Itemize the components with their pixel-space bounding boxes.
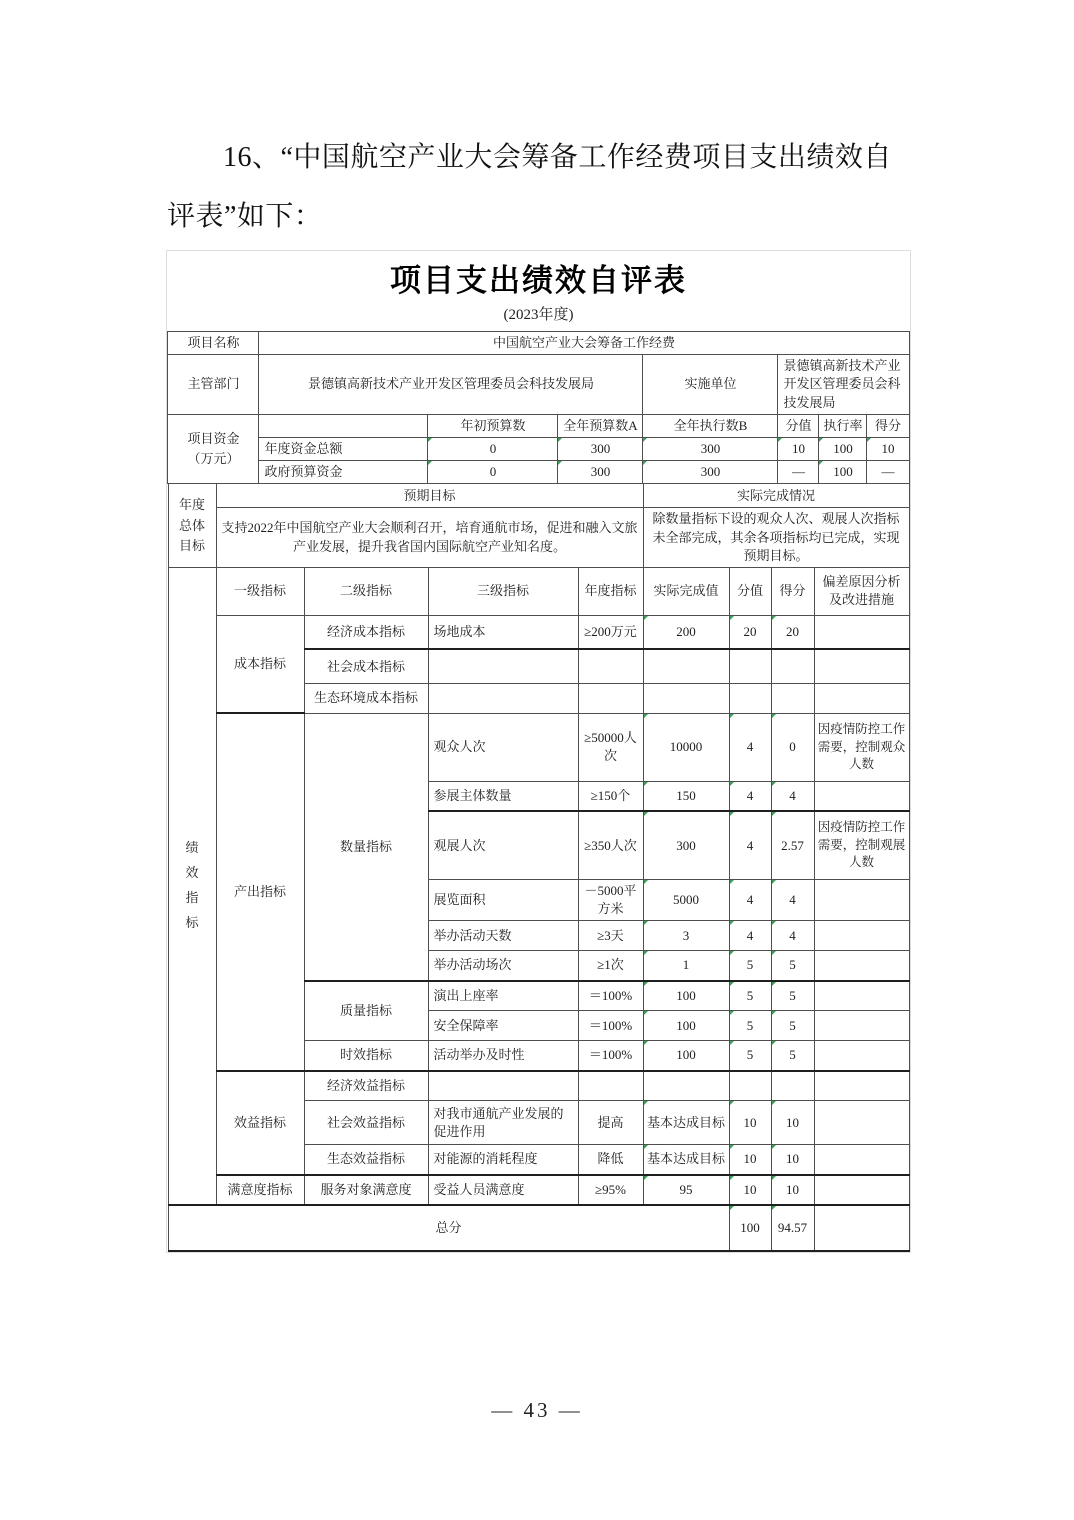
expected-goal-header: 预期目标 — [216, 484, 643, 508]
annual-goal-label: 年度总体目标 — [168, 484, 216, 568]
table-title: 项目支出绩效自评表 — [390, 263, 687, 298]
perf-header: 三级指标 — [428, 567, 578, 615]
level2-indicator: 时效指标 — [304, 1041, 428, 1071]
perf-header: 年度指标 — [578, 567, 643, 615]
annual-target: 降低 — [578, 1145, 643, 1175]
annual-target: ≥95% — [578, 1175, 643, 1205]
score-value: 4 — [729, 713, 771, 781]
level3-indicator: 举办活动天数 — [428, 921, 578, 951]
level3-indicator — [428, 1071, 578, 1101]
score-value — [729, 1071, 771, 1101]
table-subtitle: (2023年度) — [503, 307, 574, 323]
total-label: 总分 — [168, 1205, 729, 1251]
score-value — [729, 649, 771, 683]
got-value: 5 — [771, 981, 814, 1011]
project-info-table — [167, 331, 909, 484]
level3-indicator: 对我市通航产业发展的促进作用 — [428, 1101, 578, 1145]
deviation-note — [814, 1175, 909, 1205]
level2-indicator: 经济效益指标 — [304, 1071, 428, 1101]
got-value: 5 — [771, 1041, 814, 1071]
perf-header: 实际完成值 — [643, 567, 729, 615]
got-value: 4 — [771, 781, 814, 811]
level2-indicator: 社会效益指标 — [304, 1101, 428, 1145]
intro-paragraph: 16、“中国航空产业大会筹备工作经费项目支出绩效自评表”如下： — [167, 142, 892, 233]
actual-value: 100 — [643, 1041, 729, 1071]
annual-target: ＝100% — [578, 1011, 643, 1041]
perf-header: 分值 — [729, 567, 771, 615]
actual-value — [643, 1071, 729, 1101]
annual-target — [578, 683, 643, 713]
score-value: 10 — [729, 1145, 771, 1175]
annual-target — [578, 1071, 643, 1101]
level3-indicator — [428, 683, 578, 713]
funds-header: 得分 — [867, 414, 909, 437]
level1-indicator: 效益指标 — [216, 1071, 304, 1175]
got-value — [771, 1071, 814, 1101]
level3-indicator: 观展人次 — [428, 811, 578, 879]
page-number: — 43 — — [491, 1398, 583, 1422]
table-row — [168, 713, 909, 781]
score-value: 10 — [729, 1175, 771, 1205]
expected-goal-text: 支持2022年中国航空产业大会顺利召开，培育通航市场，促进和融入文旅产业发展，提升我省国内国际航空产业知名度。 — [216, 508, 643, 568]
got-value — [771, 683, 814, 713]
cell-value: 0 — [428, 437, 558, 460]
deviation-note — [814, 921, 909, 951]
deviation-note — [814, 649, 909, 683]
annual-target: ≥150个 — [578, 781, 643, 811]
got-value: 2.57 — [771, 811, 814, 879]
deviation-note: 因疫情防控工作需要，控制观众人数 — [814, 713, 909, 781]
annual-target: ≥1次 — [578, 951, 643, 981]
deviation-note — [814, 1101, 909, 1145]
deviation-note — [814, 951, 909, 981]
deviation-note — [814, 1145, 909, 1175]
got-value: 10 — [771, 1145, 814, 1175]
level3-indicator: 展览面积 — [428, 879, 578, 920]
annual-target — [578, 649, 643, 683]
score-value: 5 — [729, 1041, 771, 1071]
cell-value: — — [778, 461, 819, 484]
actual-value: 基本达成目标 — [643, 1101, 729, 1145]
got-value: 4 — [771, 879, 814, 920]
dept-label: 主管部门 — [168, 355, 259, 415]
funds-header: 分值 — [778, 414, 819, 437]
funds-label: 项目资金（万元） — [168, 414, 259, 484]
score-value: 4 — [729, 921, 771, 951]
actual-value: 3 — [643, 921, 729, 951]
perf-header: 二级指标 — [304, 567, 428, 615]
actual-value — [643, 683, 729, 713]
cell-value: 300 — [643, 461, 778, 484]
table-row — [168, 414, 909, 437]
cell-value: 10 — [867, 437, 909, 460]
table-row — [168, 355, 909, 415]
deviation-note — [814, 1011, 909, 1041]
level2-indicator: 数量指标 — [304, 713, 428, 980]
cell-value: 100 — [819, 437, 867, 460]
deviation-note — [814, 683, 909, 713]
deviation-note: 因疫情防控工作需要，控制观展人数 — [814, 811, 909, 879]
actual-value: 100 — [643, 981, 729, 1011]
total-score: 100 — [729, 1205, 771, 1251]
level2-indicator: 社会成本指标 — [304, 649, 428, 683]
funds-header: 全年预算数A — [558, 414, 643, 437]
level1-indicator: 成本指标 — [216, 615, 304, 713]
actual-done-header: 实际完成情况 — [643, 484, 909, 508]
cell-value: 300 — [558, 461, 643, 484]
level1-indicator: 满意度指标 — [216, 1175, 304, 1205]
cell-value: 0 — [428, 461, 558, 484]
table-row — [168, 484, 909, 508]
got-value: 5 — [771, 951, 814, 981]
funds-row-label: 政府预算资金 — [259, 461, 428, 484]
got-value: 10 — [771, 1101, 814, 1145]
level3-indicator: 观众人次 — [428, 713, 578, 781]
cell-empty — [814, 1205, 909, 1251]
annual-target: ＝100% — [578, 981, 643, 1011]
actual-value — [643, 649, 729, 683]
table-row — [168, 1175, 909, 1205]
actual-value: 95 — [643, 1175, 729, 1205]
project-name-label: 项目名称 — [168, 332, 259, 355]
score-value: 5 — [729, 1011, 771, 1041]
total-got: 94.57 — [771, 1205, 814, 1251]
table-row — [168, 437, 909, 460]
annual-target: ＝100% — [578, 1041, 643, 1071]
cell-empty — [259, 414, 428, 437]
annual-target: ≥350人次 — [578, 811, 643, 879]
level2-indicator: 质量指标 — [304, 981, 428, 1041]
level3-indicator: 活动举办及时性 — [428, 1041, 578, 1071]
deviation-note — [814, 1071, 909, 1101]
cell-value: 300 — [643, 437, 778, 460]
perf-label: 绩效指标 — [168, 567, 216, 1204]
got-value: 4 — [771, 921, 814, 951]
annual-target: －5000平方米 — [578, 879, 643, 920]
cell-value: 100 — [819, 461, 867, 484]
level3-indicator: 演出上座率 — [428, 981, 578, 1011]
table-row — [168, 1071, 909, 1101]
table-row — [168, 461, 909, 484]
actual-value: 基本达成目标 — [643, 1145, 729, 1175]
funds-header: 执行率 — [819, 414, 867, 437]
got-value: 10 — [771, 1175, 814, 1205]
got-value: 20 — [771, 615, 814, 649]
level3-indicator: 参展主体数量 — [428, 781, 578, 811]
table-row — [168, 567, 909, 615]
got-value — [771, 649, 814, 683]
funds-row-label: 年度资金总额 — [259, 437, 428, 460]
level3-indicator: 受益人员满意度 — [428, 1175, 578, 1205]
actual-value: 1 — [643, 951, 729, 981]
actual-value: 200 — [643, 615, 729, 649]
got-value: 0 — [771, 713, 814, 781]
level3-indicator: 举办活动场次 — [428, 951, 578, 981]
deviation-note — [814, 981, 909, 1011]
level2-indicator: 经济成本指标 — [304, 615, 428, 649]
deviation-note — [814, 781, 909, 811]
actual-value: 100 — [643, 1011, 729, 1041]
score-value: 5 — [729, 951, 771, 981]
level2-indicator: 生态效益指标 — [304, 1145, 428, 1175]
actual-done-text: 除数量指标下设的观众人次、观展人次指标未全部完成，其余各项指标均已完成，实现预期目标。 — [643, 508, 909, 568]
level2-indicator: 服务对象满意度 — [304, 1175, 428, 1205]
deviation-note — [814, 879, 909, 920]
table-row — [168, 332, 909, 355]
annual-target: ≥3天 — [578, 921, 643, 951]
perf-header: 一级指标 — [216, 567, 304, 615]
deviation-note — [814, 615, 909, 649]
funds-header: 年初预算数 — [428, 414, 558, 437]
level1-indicator: 产出指标 — [216, 713, 304, 1070]
actual-value: 5000 — [643, 879, 729, 920]
level3-indicator: 对能源的消耗程度 — [428, 1145, 578, 1175]
evaluation-table-block — [166, 250, 911, 1253]
level2-indicator: 生态环境成本指标 — [304, 683, 428, 713]
level3-indicator: 安全保障率 — [428, 1011, 578, 1041]
score-value: 20 — [729, 615, 771, 649]
dept-value: 景德镇高新技术产业开发区管理委员会科技发展局 — [259, 355, 643, 415]
got-value: 5 — [771, 1011, 814, 1041]
cell-value: 300 — [558, 437, 643, 460]
annual-target: ≥200万元 — [578, 615, 643, 649]
cell-value: — — [867, 461, 909, 484]
score-value — [729, 683, 771, 713]
level3-indicator — [428, 649, 578, 683]
funds-header: 全年执行数B — [643, 414, 778, 437]
actual-value: 150 — [643, 781, 729, 811]
table-row — [168, 615, 909, 649]
deviation-note — [814, 1041, 909, 1071]
table-row — [168, 1205, 909, 1251]
annual-target: ≥50000人次 — [578, 713, 643, 781]
annual-target: 提高 — [578, 1101, 643, 1145]
score-value: 5 — [729, 981, 771, 1011]
actual-value: 10000 — [643, 713, 729, 781]
performance-table — [168, 567, 910, 1252]
score-value: 4 — [729, 781, 771, 811]
perf-header: 偏差原因分析及改进措施 — [814, 567, 909, 615]
actual-value: 300 — [643, 811, 729, 879]
project-name-value: 中国航空产业大会筹备工作经费 — [259, 332, 909, 355]
score-value: 4 — [729, 879, 771, 920]
score-value: 10 — [729, 1101, 771, 1145]
impl-unit-label: 实施单位 — [643, 355, 778, 415]
cell-value: 10 — [778, 437, 819, 460]
perf-header: 得分 — [771, 567, 814, 615]
annual-goal-table — [168, 483, 910, 568]
level3-indicator: 场地成本 — [428, 615, 578, 649]
score-value: 4 — [729, 811, 771, 879]
table-row — [168, 508, 909, 568]
impl-unit-value: 景德镇高新技术产业开发区管理委员会科技发展局 — [778, 355, 909, 415]
